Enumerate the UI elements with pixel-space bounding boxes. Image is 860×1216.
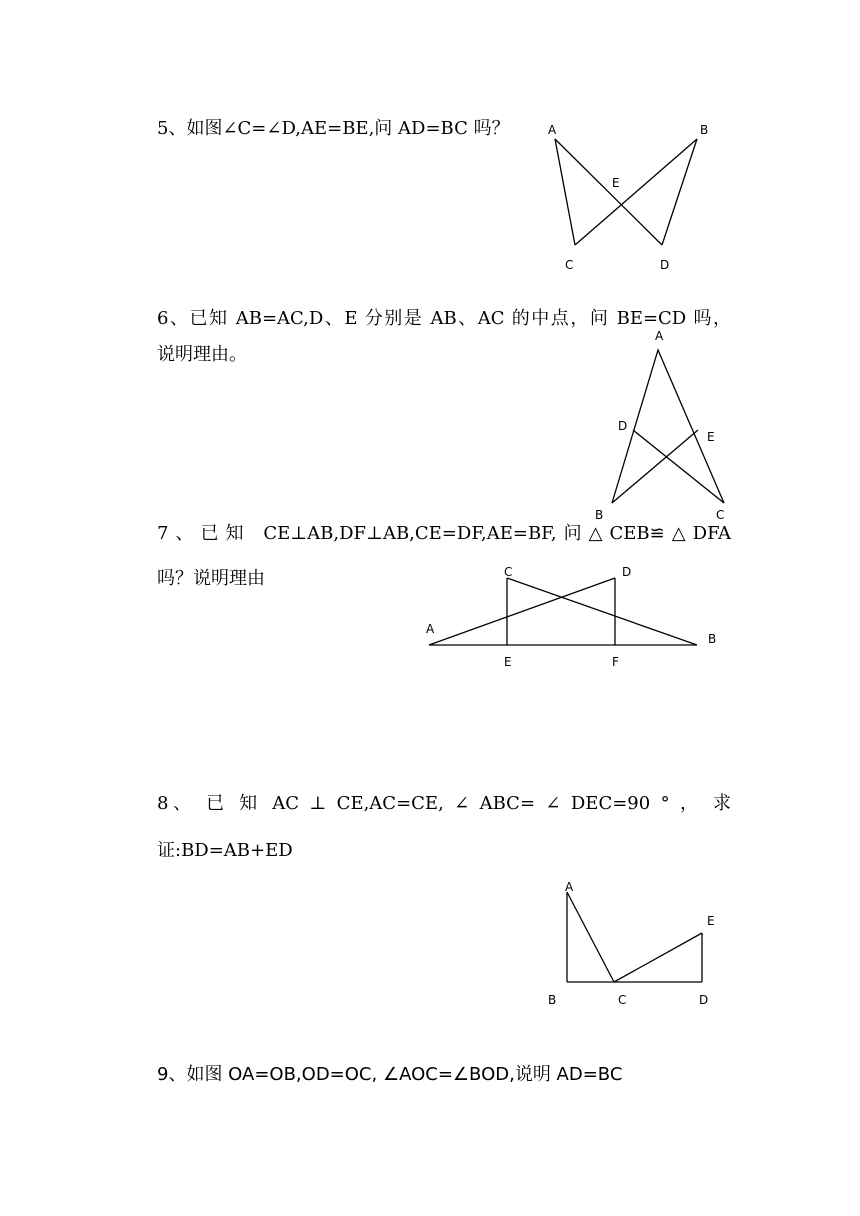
label-b: B: [708, 632, 717, 646]
label-a: A: [655, 329, 664, 343]
label-f: F: [612, 655, 619, 669]
label-e: E: [612, 176, 620, 190]
problem-8-line-1: 8、 已 知 AC ⊥ CE,AC=CE, ∠ ABC= ∠ DEC=90 ° ， 求: [157, 793, 731, 814]
problem-8-line-2: 证:BD=AB+ED: [157, 840, 293, 861]
problem-6-line-2: 说明理由。: [157, 344, 247, 365]
label-d: D: [660, 258, 670, 272]
label-c: C: [618, 993, 627, 1007]
problem-9-line-1: 9、如图 OA=OB,OD=OC, ∠AOC=∠BOD,说明 AD=BC: [157, 1064, 623, 1085]
problem-7-line-1: 7、已知 CE⊥AB,DF⊥AB,CE=DF,AE=BF,问△CEB≌△DFA: [157, 523, 731, 544]
label-c: C: [504, 565, 513, 579]
problem-5-line-1: 5、如图∠C=∠D,AE=BE,问 AD=BC 吗？: [157, 118, 510, 139]
label-b: B: [700, 123, 709, 137]
label-d: D: [699, 993, 709, 1007]
label-b: B: [548, 993, 557, 1007]
problem-7-line-2: 吗？说明理由: [157, 568, 265, 589]
segment-c-e: [614, 933, 702, 982]
label-d: D: [622, 565, 632, 579]
label-a: A: [565, 880, 574, 894]
label-c: C: [565, 258, 574, 272]
label-a: A: [426, 622, 435, 636]
segment-a-c: [567, 892, 614, 982]
problem-6-line-1: 6、已知 AB=AC,D、E 分别是 AB、AC 的中点，问 BE=CD 吗，: [157, 308, 731, 329]
label-e: E: [707, 914, 715, 928]
label-a: A: [548, 123, 557, 137]
problem-9-text: [157, 1062, 622, 1087]
label-b: B: [595, 508, 604, 522]
label-c: C: [716, 508, 725, 522]
label-d: D: [618, 419, 628, 433]
label-e: E: [707, 430, 715, 444]
label-e: E: [504, 655, 512, 669]
